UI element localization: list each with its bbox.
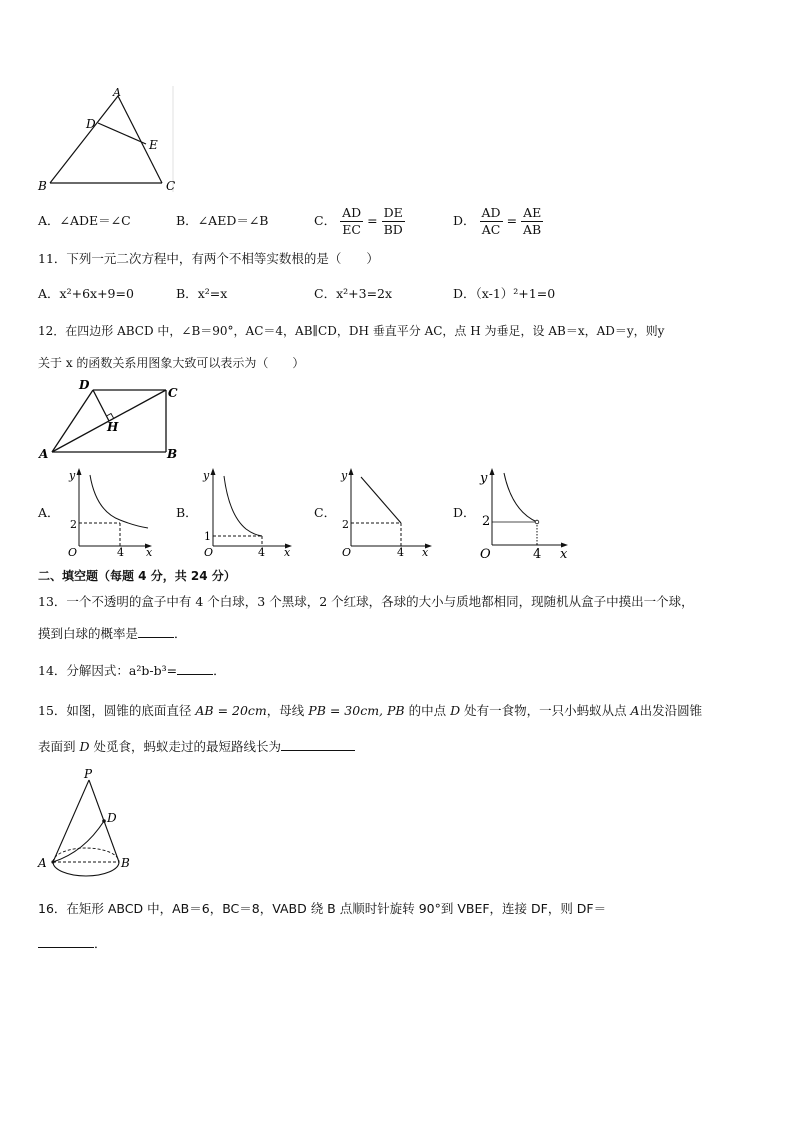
vertex-a-label: A (39, 447, 49, 461)
x-axis-label: x (146, 546, 153, 557)
text-run: 出发沿圆锥 (639, 703, 703, 718)
answer-blank[interactable] (38, 947, 94, 948)
period: ． (213, 663, 226, 678)
q10-option-c (314, 204, 405, 238)
option-label: D． (453, 286, 476, 301)
answer-blank[interactable] (281, 750, 355, 751)
x-tick-label: 4 (117, 546, 124, 557)
vertex-e-label: E (149, 138, 158, 152)
q12-option-b-graph (196, 465, 296, 557)
denominator: AB (523, 222, 542, 237)
q12-option-c-label: C． (314, 505, 337, 520)
x-axis-label: x (560, 547, 568, 562)
q10-option-a (38, 213, 131, 229)
q14-text: 14．分解因式：a²b-b³= (38, 663, 178, 678)
y-axis-label: y (203, 469, 210, 482)
q12-option-b-label: B． (176, 505, 198, 520)
origin-label: O (204, 546, 214, 557)
q12-quadrilateral-figure (36, 376, 186, 462)
option-text: x²=x (197, 286, 228, 301)
y-tick-label: 2 (70, 518, 77, 531)
q16-answer-line (38, 936, 107, 952)
q11-option-a (38, 286, 134, 302)
vertex-h-label: H (107, 420, 119, 434)
math-run: D (79, 739, 90, 754)
q10-option-d (453, 204, 543, 238)
math-run: D (450, 703, 461, 718)
numerator: DE (382, 205, 405, 222)
period: ． (94, 936, 107, 951)
q15-cone-figure (34, 766, 144, 882)
vertex-a-label: A (113, 86, 121, 99)
y-tick-label: 1 (204, 530, 211, 543)
q11-option-d (453, 286, 555, 302)
point-d-label: D (107, 811, 117, 825)
math-run: PB = 30cm, PB (308, 703, 405, 718)
vertex-b-label: B (38, 179, 47, 193)
x-axis-label: x (422, 546, 429, 557)
option-text: （x-1）²+1=0 (475, 286, 556, 301)
text-run: ，母线 (266, 703, 309, 718)
x-tick-label: 4 (397, 546, 404, 557)
denominator: EC (342, 222, 361, 237)
period: ． (174, 626, 187, 641)
section-title: 二、填空题（每题 4 分，共 24 分） (38, 569, 236, 583)
q13-stem-line2 (38, 626, 187, 642)
text-run: 的中点 (404, 703, 451, 718)
answer-blank[interactable] (177, 674, 213, 675)
q13-stem-line1: 13．一个不透明的盒子中有 4 个白球，3 个黑球，2 个红球，各球的大小与质地都相同，现随机从盒子中摸出一个球， (38, 594, 694, 609)
y-axis-label: y (341, 469, 348, 482)
option-label: B． (176, 213, 198, 228)
math-run: A (630, 703, 640, 718)
x-tick-label: 4 (533, 547, 542, 562)
q12-option-a-graph (60, 465, 160, 557)
option-text: ∠AED＝∠B (197, 213, 269, 228)
numerator: AD (481, 205, 501, 220)
q12-option-c-graph (334, 465, 438, 557)
q10-triangle-figure (34, 84, 184, 196)
option-label: A． (38, 286, 60, 301)
x-tick-label: 4 (258, 546, 265, 557)
origin-label: O (342, 546, 352, 557)
q16-stem: 16．在矩形 ABCD 中，AB＝6，BC＝8，VABD 绕 B 点顺时针旋转 90°到 VBEF，连接 DF，则 DF＝ (38, 901, 607, 916)
option-label: C． (314, 213, 337, 228)
vertex-c-label: C (168, 386, 178, 400)
fraction (480, 205, 503, 238)
numerator: AD (342, 205, 362, 220)
q12-option-d-label: D． (453, 505, 476, 520)
origin-label: O (480, 547, 491, 562)
apex-p-label: P (84, 767, 93, 781)
option-text: ∠ADE＝∠C (59, 213, 131, 228)
point-a-label: A (38, 856, 47, 870)
option-text: x²+3=2x (336, 286, 393, 301)
q10-option-b (176, 213, 269, 229)
q11-stem: 11．下列一元二次方程中，有两个不相等实数根的是（ ） (38, 251, 379, 266)
y-axis-label: y (480, 471, 488, 486)
vertex-d-label: D (79, 378, 90, 392)
option-label: C． (314, 286, 337, 301)
text-run: 表面到 (38, 739, 80, 754)
q13-text: 摸到白球的概率是 (38, 626, 139, 641)
origin-label: O (68, 546, 78, 557)
x-axis-label: x (284, 546, 291, 557)
fraction (521, 205, 543, 238)
vertex-c-label: C (166, 179, 176, 193)
option-label: D． (453, 213, 476, 228)
q11-option-b (176, 286, 227, 302)
q15-stem-line2 (38, 739, 355, 755)
vertex-d-label: D (86, 117, 96, 131)
math-run: AB = 20cm (195, 703, 267, 718)
option-label: A． (38, 213, 60, 228)
answer-blank[interactable] (138, 637, 174, 638)
y-tick-label: 2 (482, 514, 491, 529)
text-run: 处有一食物，一只小蚂蚁从点 (460, 703, 631, 718)
q12-option-a-label: A． (38, 505, 60, 520)
q11-option-c (314, 286, 392, 302)
q12-stem-line1: 12．在四边形 ABCD 中，∠B＝90°，AC＝4，AB∥CD，DH 垂直平分 AC，点 H 为垂足，设 AB＝x，AD＝y，则y (38, 324, 665, 338)
equals-sign: = (367, 213, 378, 228)
equals-sign: = (506, 213, 518, 228)
text-run: 处觅食，蚂蚁走过的最短路线长为 (89, 739, 281, 754)
vertex-b-label: B (167, 447, 178, 461)
q15-stem-line1 (38, 703, 702, 719)
denominator: AC (481, 222, 501, 237)
y-axis-label: y (69, 469, 76, 482)
y-tick-label: 2 (342, 518, 349, 531)
option-label: B． (176, 286, 198, 301)
option-text: x²+6x+9=0 (59, 286, 134, 301)
fraction (382, 205, 405, 238)
denominator: BD (383, 222, 403, 237)
q14-stem (38, 663, 226, 679)
q12-stem-line2: 关于 x 的函数关系用图象大致可以表示为（ ） (38, 356, 305, 370)
point-b-label: B (121, 856, 130, 870)
numerator: AE (521, 205, 543, 222)
fraction (340, 205, 363, 238)
text-run: 15．如图，圆锥的底面直径 (38, 703, 196, 718)
q12-option-d-graph (474, 465, 574, 563)
